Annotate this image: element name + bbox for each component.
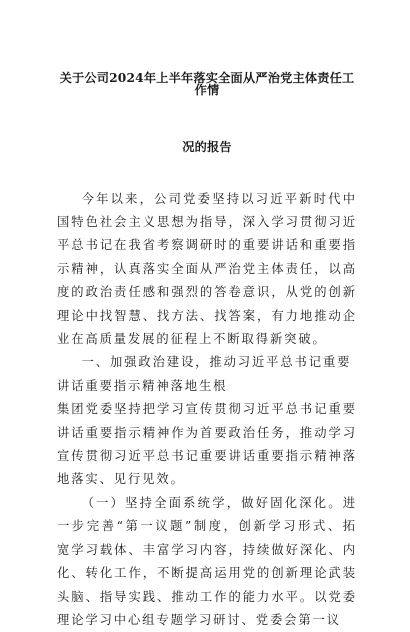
section-1-paragraph: 集团党委坚持把学习宣传贯彻习近平总书记重要讲话重要指示精神作为首要政治任务，推动学习宣传贯彻习近平总书记重要讲话重要指示精神落地落实、见行见效。 xyxy=(57,402,357,487)
document-title-line-1: 关于公司2024年上半年落实全面从严治党主体责任工作情 xyxy=(59,71,355,98)
document-title-line-2: 况的报告 xyxy=(182,140,232,155)
intro-paragraph: 今年以来，公司党委坚持以习近平新时代中国特色社会主义思想为指导，深入学习贯彻习近平总书记在我省考察调研时的重要讲话和重要指示精神，认真落实全面从严治党主体责任，以高度的政治责任感和强烈的答卷意识，从党的创新理论中找智慧、找方法、找答案，有力地推动企业在高质量发展的征程上不断取得新突破。 xyxy=(57,191,357,347)
subsection-1-paragraph: （一）坚持全面系统学，做好固化深化。进一步完善“第一议题”制度，创新学习形式、拓宽学习载体、丰富学习内容，持续做好深化、内化、转化工作，不断提高运用党的创新理论武装头脑、指导实践、推动工作的能力水平。以党委理论学习中心组专题学习研讨、党委会第一议 xyxy=(57,495,357,627)
section-1-heading: 一、加强政治建设，推动习近平总书记重要讲话重要指示精神落地生根 xyxy=(57,355,352,393)
document-body xyxy=(57,188,357,632)
